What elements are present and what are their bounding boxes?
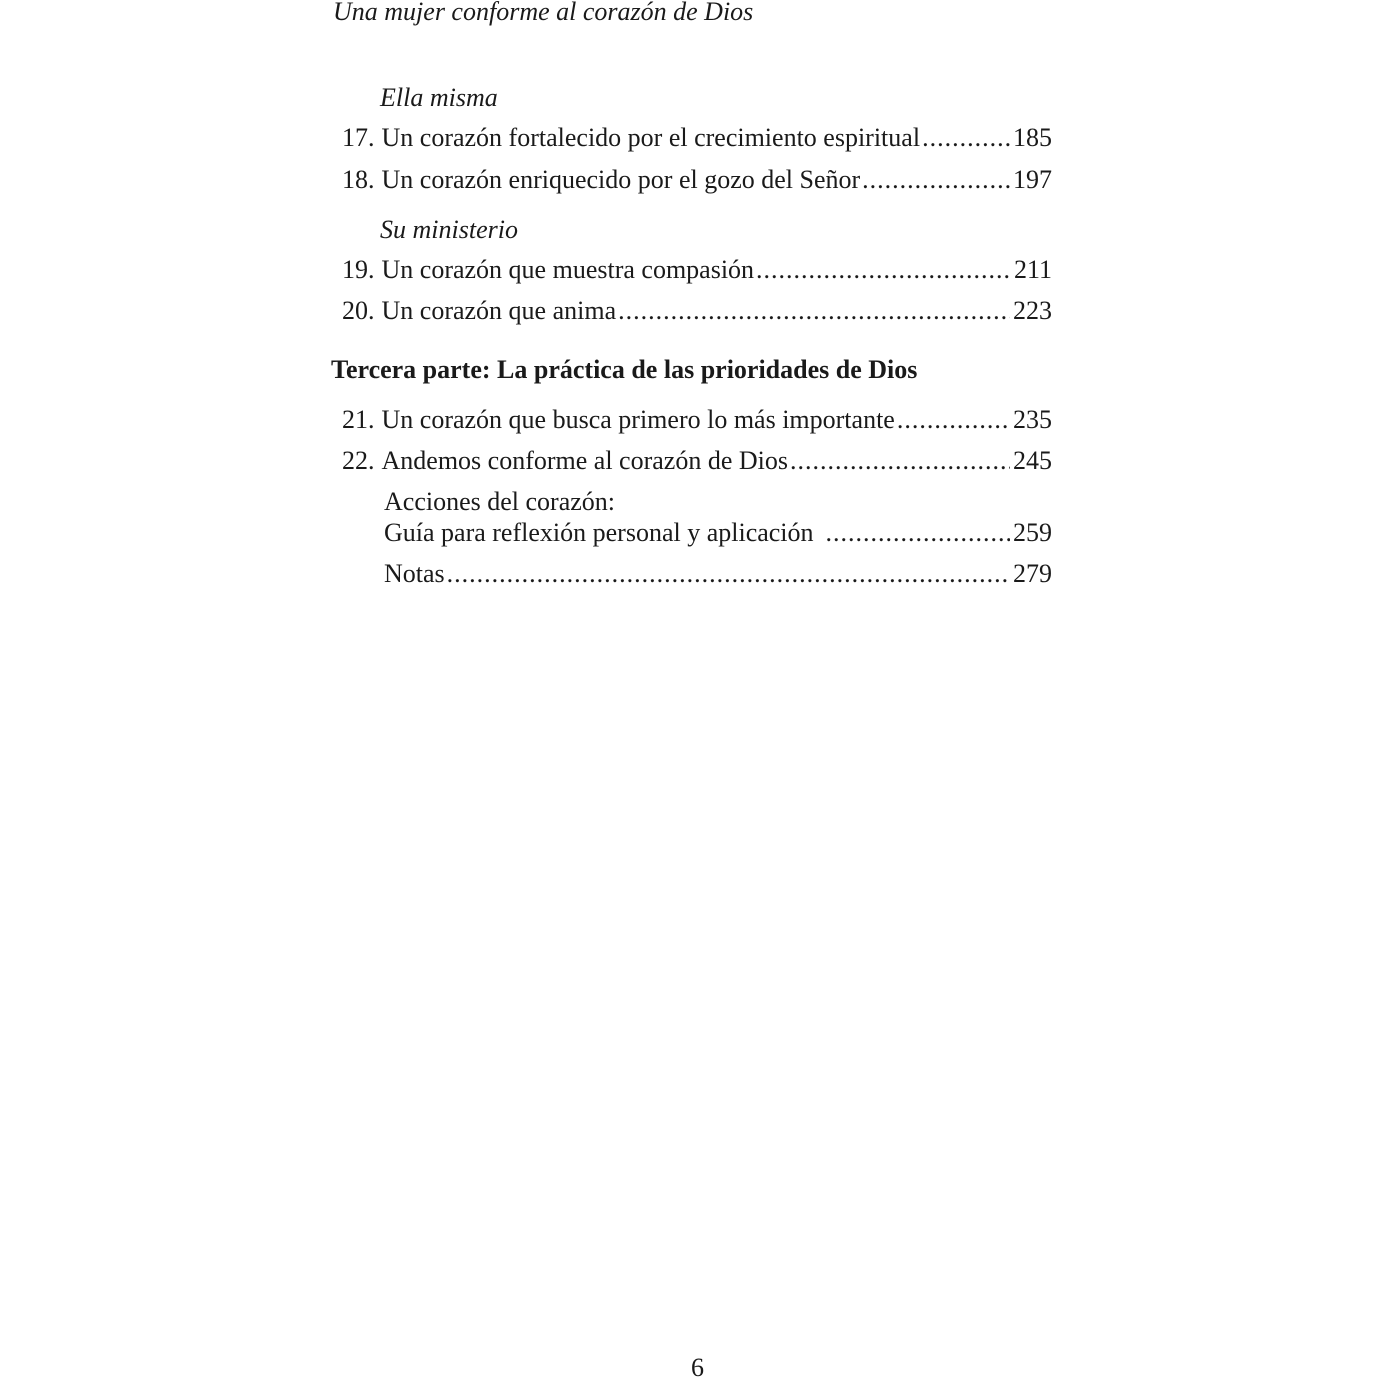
toc-entry-21[interactable] [342, 402, 1052, 438]
dot-leader [618, 293, 1010, 329]
entry-page-number: 211 [1013, 255, 1052, 284]
entry-page-number: 197 [1013, 165, 1052, 194]
toc-entry-notas[interactable] [384, 556, 1052, 592]
page-number: 6 [691, 1353, 704, 1382]
dot-leader [897, 402, 1010, 438]
entry-page-number: 259 [1013, 518, 1052, 547]
dot-leader [862, 162, 1010, 198]
section-label-ella-misma: Ella misma [380, 83, 498, 112]
toc-entry-19[interactable] [342, 252, 1052, 288]
entry-number: 19. [342, 255, 375, 284]
entry-title: Un corazón enriquecido por el gozo del Señor [381, 165, 861, 194]
entry-title: Un corazón fortalecido por el crecimiento espiritual [381, 123, 921, 152]
entry-title: Un corazón que anima [381, 296, 617, 325]
entry-number: 22. [342, 446, 375, 475]
entry-number: 17. [342, 123, 375, 152]
entry-number: 20. [342, 296, 375, 325]
dot-leader [756, 252, 1011, 288]
entry-title: Un corazón que muestra compasión [381, 255, 755, 284]
toc-entry-18[interactable] [342, 162, 1052, 198]
part-heading-tercera-parte: Tercera parte: La práctica de las prioridades de Dios [331, 355, 918, 384]
entry-title: Andemos conforme al corazón de Dios [381, 446, 788, 475]
entry-title: Guía para reflexión personal y aplicación [384, 518, 814, 547]
dot-leader [447, 556, 1010, 592]
running-head: Una mujer conforme al corazón de Dios [333, 0, 754, 26]
dot-leader [922, 120, 1010, 156]
dot-leader [790, 443, 1010, 479]
entry-title: Un corazón que busca primero lo más importante [381, 405, 895, 434]
toc-entry-17[interactable] [342, 120, 1052, 156]
entry-page-number: 185 [1013, 123, 1052, 152]
section-label-su-ministerio: Su ministerio [380, 215, 518, 244]
entry-page-number: 245 [1013, 446, 1052, 475]
entry-page-number: 235 [1013, 405, 1052, 434]
toc-entry-20[interactable] [342, 293, 1052, 329]
dot-leader [826, 515, 1010, 551]
entry-number: 18. [342, 165, 375, 194]
entry-page-number: 223 [1013, 296, 1052, 325]
toc-entry-acciones[interactable] [384, 515, 1052, 551]
acciones-heading-line: Acciones del corazón: [384, 487, 616, 516]
entry-title: Notas [384, 559, 445, 588]
entry-number: 21. [342, 405, 375, 434]
entry-page-number: 279 [1013, 559, 1052, 588]
toc-entry-22[interactable] [342, 443, 1052, 479]
